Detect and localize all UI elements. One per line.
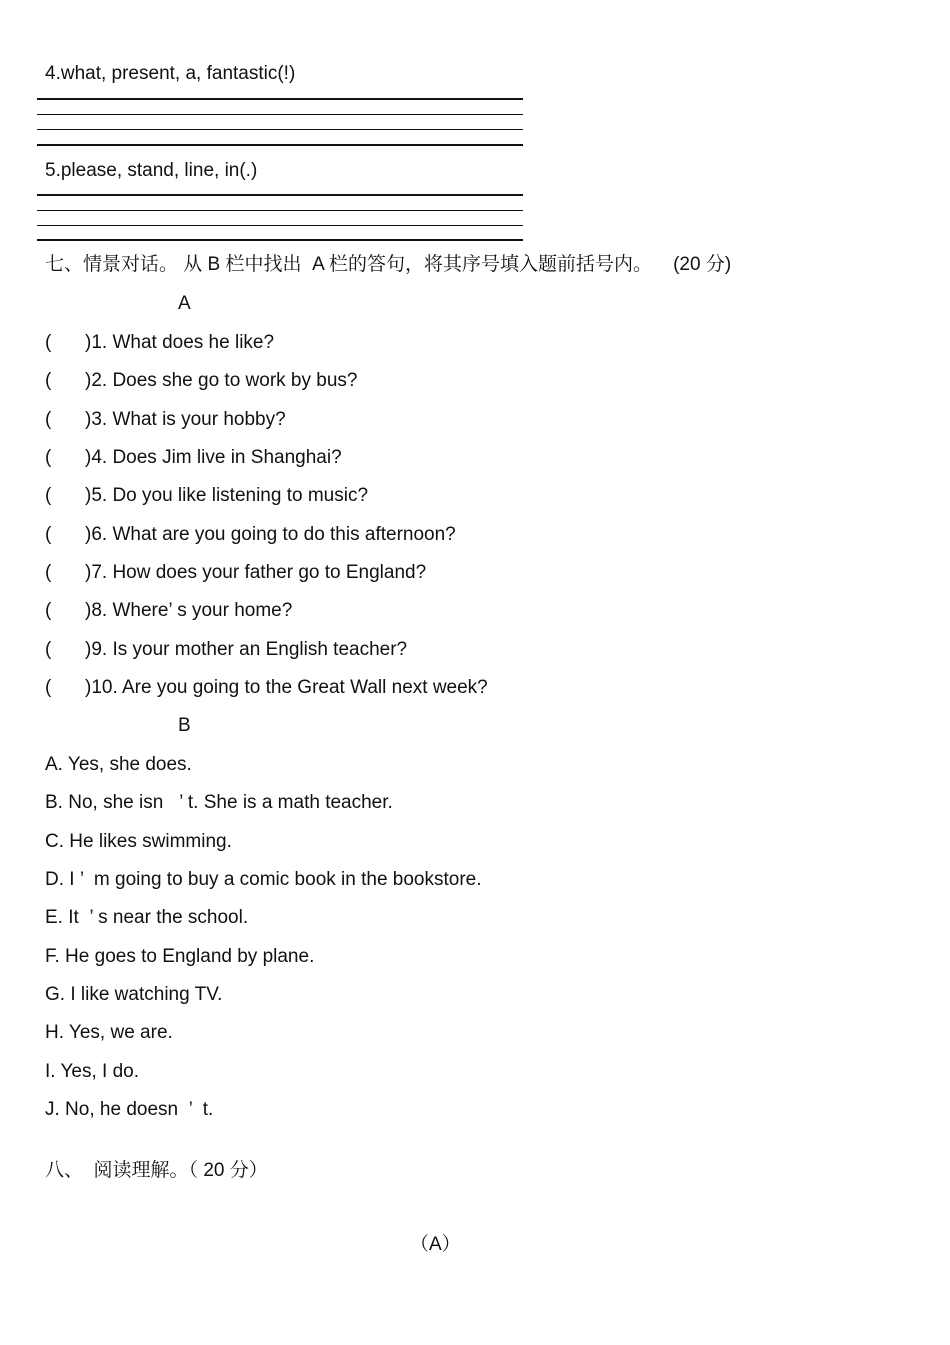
column-a-label: A [178,293,191,314]
answer-bracket[interactable]: ( [45,600,52,621]
column-b-label: B [178,715,191,736]
question-row [45,562,426,584]
question-text: )9. Is your mother an English teacher? [85,639,408,660]
answer-line [37,239,523,241]
answer-line [37,194,523,196]
question-text: )6. What are you going to do this afternoon? [85,524,456,545]
answer-line [37,210,523,211]
answer-option: G. I like watching TV. [45,984,223,1005]
answer-bracket[interactable]: ( [45,639,52,660]
answer-option: C. He likes swimming. [45,831,232,852]
question-text: )5. Do you like listening to music? [85,485,369,506]
answer-option: I. Yes, I do. [45,1061,140,1082]
rearrange-question-5: 5.please, stand, line, in(.) [45,160,258,181]
question-text: )4. Does Jim live in Shanghai? [85,447,342,468]
question-text: )3. What is your hobby? [85,409,286,430]
question-text: )10. Are you going to the Great Wall next week? [85,677,488,698]
question-text: )8. Where’ s your home? [85,600,293,621]
section-8-title: 八、 阅读理解。（ 20 分） [45,1160,268,1181]
answer-option: D. I ’ m going to buy a comic book in the bookstore. [45,869,482,890]
answer-line [37,129,523,130]
answer-option: B. No, she isn ’ t. She is a math teacher. [45,792,393,813]
answer-option: J. No, he doesn ’ t. [45,1099,214,1120]
question-row [45,409,286,431]
question-text: )1. What does he like? [85,332,275,353]
question-row [45,485,368,507]
answer-bracket[interactable]: ( [45,524,52,545]
answer-bracket[interactable]: ( [45,370,52,391]
answer-option: A. Yes, she does. [45,754,192,775]
question-row [45,370,357,392]
answer-line [37,144,523,146]
answer-bracket[interactable]: ( [45,562,52,583]
answer-bracket[interactable]: ( [45,409,52,430]
question-text: )7. How does your father go to England? [85,562,427,583]
question-row [45,600,292,622]
answer-bracket[interactable]: ( [45,332,52,353]
question-row [45,524,456,546]
question-row [45,639,407,661]
answer-line [37,114,523,115]
passage-label: （A） [410,1234,461,1255]
answer-line [37,225,523,226]
answer-option: F. He goes to England by plane. [45,946,315,967]
answer-bracket[interactable]: ( [45,677,52,698]
rearrange-question-4: 4.what, present, a, fantastic(!) [45,63,296,84]
answer-bracket[interactable]: ( [45,447,52,468]
answer-option: E. It ’ s near the school. [45,907,249,928]
answer-bracket[interactable]: ( [45,485,52,506]
question-text: )2. Does she go to work by bus? [85,370,358,391]
answer-option: H. Yes, we are. [45,1022,173,1043]
question-row [45,677,488,699]
question-row [45,447,342,469]
section-7-title: 七、情景对话。 从 B 栏中找出 A 栏的答句，将其序号填入题前括号内。 (20 分) [45,254,732,275]
question-row [45,332,274,354]
answer-line [37,98,523,100]
